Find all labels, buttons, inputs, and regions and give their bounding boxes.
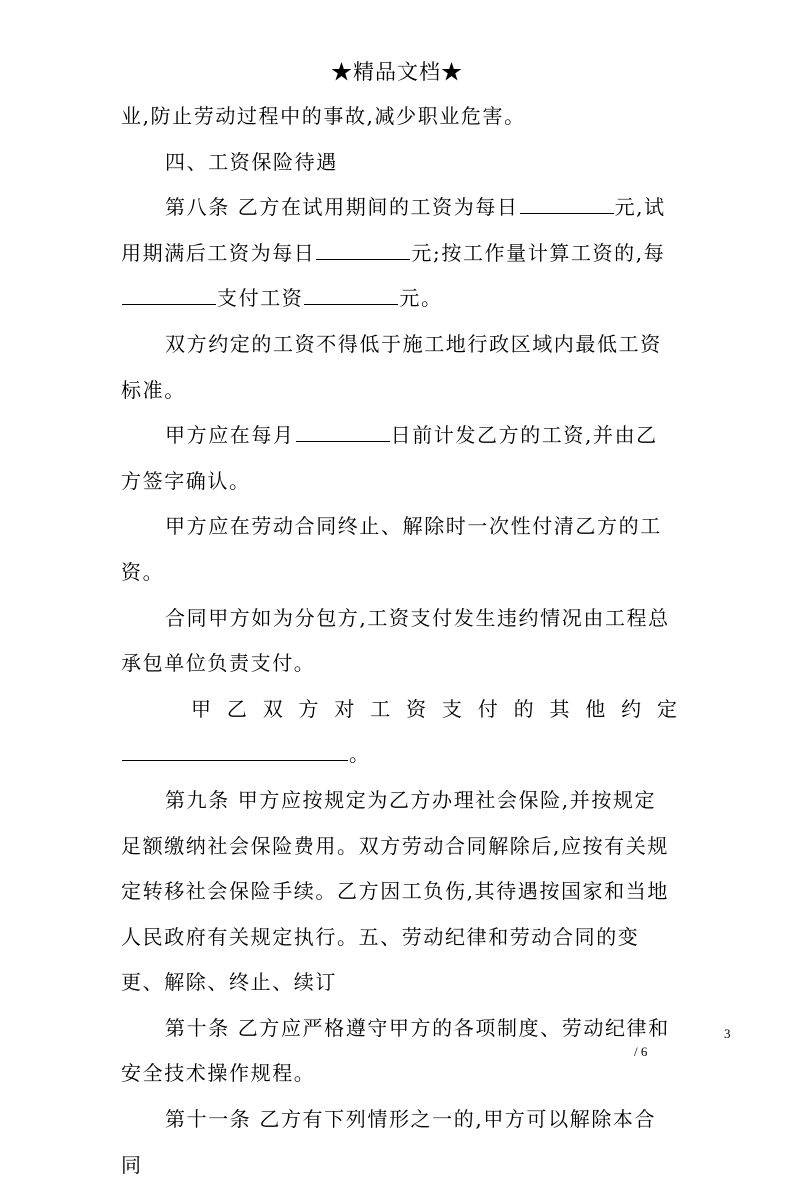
article-8-text-e: 元。	[399, 286, 443, 311]
paragraph-min-wage: 双方约定的工资不得低于施工地行政区域内最低工资标准。	[121, 331, 662, 402]
article-11: 第十一条 乙方有下列情形之一的,甲方可以解除本合同	[121, 1107, 657, 1177]
paragraph-other-terms: 甲乙双方对工资支付的其他约定	[191, 696, 677, 721]
pay-day-text-a: 甲方应在每月	[165, 423, 295, 448]
article-8-text-b: 元,试用期满后工资为每日	[121, 195, 666, 265]
paragraph-pay-day	[121, 413, 677, 504]
article-8	[121, 185, 677, 322]
page-header-title: ★精品文档★	[331, 60, 463, 84]
section-heading-wages-insurance: 四、工资保险待遇	[165, 149, 338, 174]
fill-blank-trial-wage	[520, 193, 614, 214]
document-body	[121, 94, 677, 1188]
fill-blank-pay-day	[296, 421, 390, 442]
page-total: / 6	[634, 1044, 648, 1059]
article-8-text-a: 第八条 乙方在试用期间的工资为每日	[165, 195, 519, 220]
paragraph-final-settlement: 甲方应在劳动合同终止、解除时一次性付清乙方的工资。	[121, 514, 662, 584]
fill-blank-regular-wage	[316, 239, 410, 260]
page-number: 3	[724, 1026, 731, 1041]
paragraph-subcontract: 合同甲方如为分包方,工资支付发生违约情况由工程总承包单位负责支付。	[121, 605, 670, 676]
paragraph-other-terms-blank-line	[121, 732, 677, 778]
other-terms-end: 。	[349, 742, 371, 767]
article-8-text-d: 支付工资	[217, 286, 304, 311]
fill-blank-work-unit	[122, 284, 216, 305]
article-8-text-c: 元;按工作量计算工资的,每	[411, 240, 666, 265]
article-9: 第九条 甲方应按规定为乙方办理社会保险,并按规定足额缴纳社会保险费用。双方劳动合同解除后,应按有关规定转移社会保险手续。乙方因工负伤,其待遇按国家和当地人民政府有关规定执行。五、劳动纪律和劳动合同的变更、解除、终止、续订	[121, 787, 669, 995]
fill-blank-piece-wage	[304, 284, 398, 305]
pay-day-text-b: 日前计发乙方的工资,并由乙方签字确认。	[121, 423, 658, 493]
paragraph-continuation: 业,防止劳动过程中的事故,减少职业危害。	[121, 104, 526, 128]
fill-blank-other-terms	[122, 740, 348, 761]
article-10: 第十条 乙方应严格遵守甲方的各项制度、劳动纪律和安全技术操作规程。	[121, 1015, 670, 1086]
